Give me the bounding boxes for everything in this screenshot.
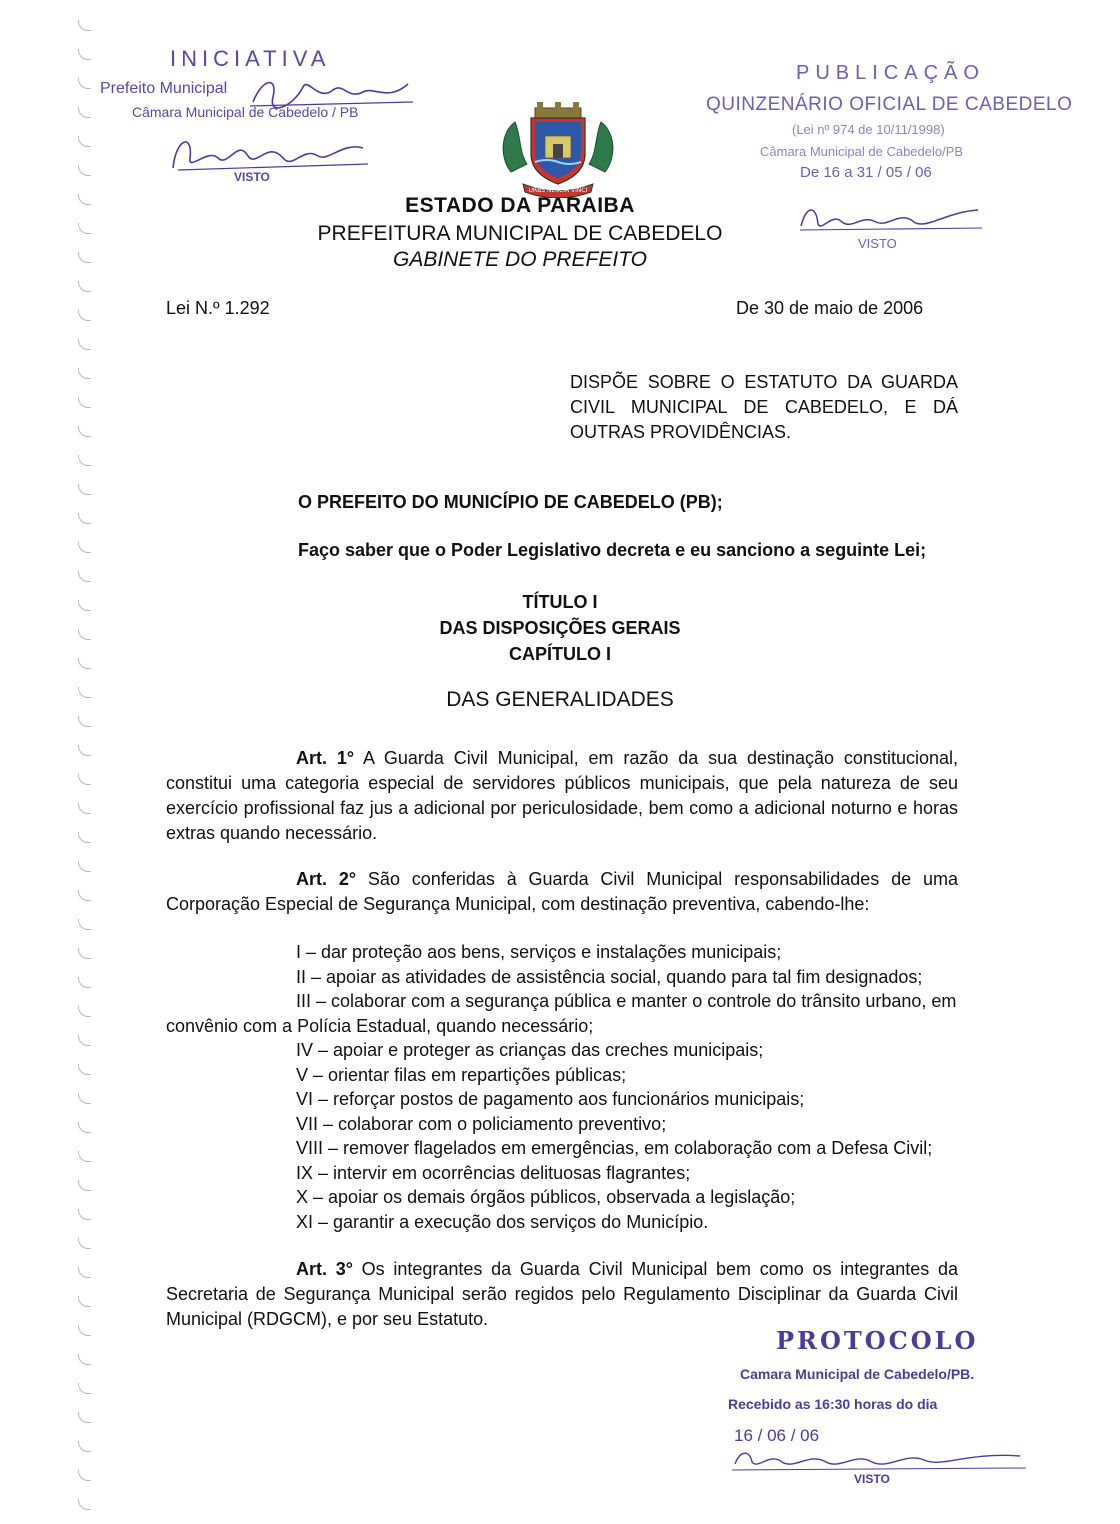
- margin-mark: [78, 571, 91, 582]
- chamber-signature: [168, 128, 378, 176]
- margin-mark: [78, 426, 91, 437]
- list-item: [166, 965, 958, 990]
- list-item-dash: –: [308, 1187, 329, 1207]
- margin-mark: [78, 1093, 91, 1104]
- mayor-signature: [248, 72, 418, 112]
- list-item-text: remover flagelados em emergências, em colaboração com a Defesa Civil;: [343, 1138, 933, 1158]
- margin-mark: [78, 948, 91, 959]
- protocolo-title: PROTOCOLO: [776, 1326, 979, 1355]
- preamble-mayor: O PREFEITO DO MUNICÍPIO DE CABEDELO (PB);: [298, 492, 723, 512]
- margin-mark: [78, 774, 91, 785]
- list-item-dash: –: [318, 1113, 339, 1134]
- margin-mark: [78, 803, 91, 814]
- list-item-number: X: [296, 1187, 309, 1207]
- margin-mark: [78, 1267, 91, 1278]
- list-item-text: apoiar as atividades de assistência social, quando para tal fim designados;: [326, 966, 923, 987]
- margin-mark: [78, 1238, 91, 1249]
- list-item-text: colaborar com a segurança pública e manter o controle do trânsito urbano, em: [331, 991, 957, 1011]
- list-item: [166, 1038, 958, 1063]
- article-1-text: A Guarda Civil Municipal, em razão da sua destinação constitucional, constitui uma categoria especial de servidores públicos municipais, que pela natureza de seu exercício profissional faz jus a adicional por periculosidade, bem como a adicional noturno e horas extras quando necessário.: [166, 748, 958, 843]
- list-item-number: XI: [296, 1211, 314, 1232]
- protocolo-visto: VISTO: [854, 1472, 890, 1486]
- initiative-stamp-line2: Câmara Municipal de Cabedelo / PB: [132, 104, 359, 120]
- margin-mark: [78, 1122, 91, 1133]
- protocolo-line1: Camara Municipal de Cabedelo/PB.: [740, 1366, 975, 1382]
- list-item: [166, 1185, 958, 1210]
- margin-mark: [78, 1499, 91, 1510]
- list-item: [166, 1087, 958, 1112]
- list-item-number: V: [296, 1064, 309, 1085]
- margin-mark: [78, 745, 91, 756]
- list-item-number: III: [296, 991, 312, 1011]
- margin-mark: [78, 455, 91, 466]
- list-item-number: VII: [296, 1113, 319, 1134]
- margin-mark: [78, 1180, 91, 1191]
- list-item: [166, 1063, 958, 1088]
- list-item: [166, 1161, 958, 1186]
- article-3-label: Art. 3°: [296, 1259, 353, 1279]
- margin-mark: [78, 1035, 91, 1046]
- list-item: [166, 1210, 958, 1235]
- publication-stamp-line1: QUINZENÁRIO OFICIAL DE CABEDELO: [706, 94, 1073, 115]
- list-item-dash: –: [308, 1064, 329, 1085]
- list-item-text: convênio com a Polícia Estadual, quando necessário;: [166, 1015, 594, 1036]
- header-prefeitura: PREFEITURA MUNICIPAL DE CABEDELO: [317, 222, 723, 245]
- list-item-dash: –: [313, 1211, 334, 1232]
- header-state: ESTADO DA PARAIBA: [405, 194, 635, 217]
- margin-mark: [78, 107, 91, 118]
- margin-mark: [78, 1441, 91, 1452]
- svg-text:URBS NESCIA VINCI: URBS NESCIA VINCI: [528, 187, 588, 194]
- list-item-text: intervir em ocorrências delituosas flagrantes;: [333, 1162, 691, 1183]
- publication-stamp-date: De 16 a 31 / 05 / 06: [800, 164, 932, 181]
- heading-generalidades: DAS GENERALIDADES: [446, 688, 674, 711]
- margin-mark: [78, 165, 91, 176]
- list-item-dash: –: [313, 1040, 334, 1060]
- list-item-number: II: [296, 966, 307, 987]
- list-item-text: reforçar postos de pagamento aos funcionários municipais;: [333, 1089, 805, 1109]
- list-item: [166, 1136, 958, 1161]
- law-date: De 30 de maio de 2006: [736, 298, 924, 318]
- list-item-dash: –: [306, 966, 327, 987]
- publication-stamp-line3: Câmara Municipal de Cabedelo/PB: [760, 144, 964, 159]
- list-item-number: IV: [296, 1040, 314, 1060]
- margin-mark: [78, 1209, 91, 1220]
- list-item-text: colaborar com o policiamento preventivo;: [338, 1113, 667, 1134]
- publication-stamp: [700, 62, 1080, 262]
- list-item-text: dar proteção aos bens, serviços e instalações municipais;: [321, 942, 782, 962]
- margin-mark: [78, 1296, 91, 1307]
- list-item: [166, 989, 958, 1014]
- article-2-items: [166, 940, 958, 1234]
- protocolo-date: 16 / 06 / 06: [734, 1426, 820, 1445]
- margin-mark: [78, 136, 91, 147]
- publication-stamp-line2: (Lei nº 974 de 10/11/1998): [792, 122, 945, 137]
- heading-titulo: TÍTULO I: [522, 592, 598, 612]
- article-3: [166, 1257, 958, 1332]
- article-2: [166, 867, 958, 917]
- margin-mark: [78, 977, 91, 988]
- margin-mark: [78, 890, 91, 901]
- margin-mark: [78, 20, 91, 31]
- list-item-text: orientar filas em repartições públicas;: [328, 1064, 627, 1085]
- list-item-dash: –: [313, 1162, 334, 1183]
- margin-mark: [78, 1383, 91, 1394]
- publication-stamp-visto: VISTO: [858, 236, 897, 251]
- initiative-stamp: [98, 42, 428, 192]
- initiative-stamp-title: INICIATIVA: [170, 46, 331, 71]
- margin-mark: [78, 861, 91, 872]
- margin-mark: [78, 513, 91, 524]
- list-item-text: apoiar os demais órgãos públicos, observada a legislação;: [328, 1187, 796, 1207]
- cabedelo-coat-of-arms-icon: [497, 102, 619, 198]
- margin-mark: [78, 542, 91, 553]
- initiative-stamp-visto: VISTO: [234, 170, 270, 184]
- preamble-sanction: Faço saber que o Poder Legislativo decreta e eu sanciono a seguinte Lei;: [298, 540, 927, 560]
- margin-mark: [78, 78, 91, 89]
- heading-capitulo: CAPÍTULO I: [509, 644, 611, 664]
- protocolo-stamp: [724, 1326, 1044, 1496]
- publication-signature: [796, 196, 986, 236]
- list-item-dash: –: [311, 991, 332, 1011]
- article-1-label: Art. 1°: [296, 748, 355, 768]
- publication-stamp-title: PUBLICAÇÃO: [796, 62, 985, 84]
- margin-mark: [78, 1006, 91, 1017]
- margin-mark: [78, 397, 91, 408]
- list-item-dash: –: [301, 942, 322, 962]
- list-item-number: VI: [296, 1089, 314, 1109]
- margin-mark: [78, 281, 91, 292]
- protocolo-line2: Recebido as 16:30 horas do dia: [728, 1396, 938, 1412]
- margin-mark: [78, 832, 91, 843]
- heading-disposicoes: DAS DISPOSIÇÕES GERAIS: [439, 618, 681, 638]
- law-ementa: DISPÕE SOBRE O ESTATUTO DA GUARDA CIVIL MUNICIPAL DE CABEDELO, E DÁ OUTRAS PROVIDÊNCIAS.: [570, 372, 958, 442]
- list-item-number: I: [296, 942, 302, 962]
- margin-mark: [78, 368, 91, 379]
- margin-mark: [78, 49, 91, 60]
- list-item-number: VIII: [296, 1138, 324, 1158]
- list-item: [166, 1014, 958, 1039]
- list-item-number: IX: [296, 1162, 314, 1183]
- initiative-stamp-line1: Prefeito Municipal: [100, 80, 228, 97]
- list-item-text: apoiar e proteger as crianças das creches municipais;: [333, 1040, 764, 1060]
- margin-mark: [78, 1151, 91, 1162]
- article-1: [166, 746, 958, 846]
- margin-mark: [78, 1325, 91, 1336]
- list-item: [166, 940, 958, 965]
- margin-mark: [78, 484, 91, 495]
- margin-mark: [78, 1064, 91, 1075]
- margin-mark: [78, 716, 91, 727]
- margin-mark: [78, 1470, 91, 1481]
- margin-mark: [78, 339, 91, 350]
- margin-mark: [78, 310, 91, 321]
- list-item-dash: –: [313, 1089, 334, 1109]
- article-3-text: Os integrantes da Guarda Civil Municipal bem como os integrantes da Secretaria de Segurança Municipal serão regidos pelo Regulamento Disciplinar da Guarda Civil Municipal (RDGCM), e por seu Estatuto.: [166, 1259, 958, 1329]
- list-item-text: garantir a execução dos serviços do Município.: [333, 1211, 709, 1232]
- list-item-dash: –: [323, 1138, 344, 1158]
- margin-mark: [78, 919, 91, 930]
- margin-mark: [78, 1354, 91, 1365]
- law-number: Lei N.º 1.292: [166, 298, 270, 318]
- margin-mark: [78, 1412, 91, 1423]
- article-2-label: Art. 2°: [296, 869, 357, 889]
- protocolo-signature: [730, 1444, 1030, 1474]
- header-gabinete: GABINETE DO PREFEITO: [393, 248, 647, 271]
- article-2-text: São conferidas à Guarda Civil Municipal responsabilidades de uma Corporação Especial de Segurança Municipal, com destinação preventiva, cabendo-lhe:: [166, 869, 958, 914]
- list-item: [166, 1112, 958, 1137]
